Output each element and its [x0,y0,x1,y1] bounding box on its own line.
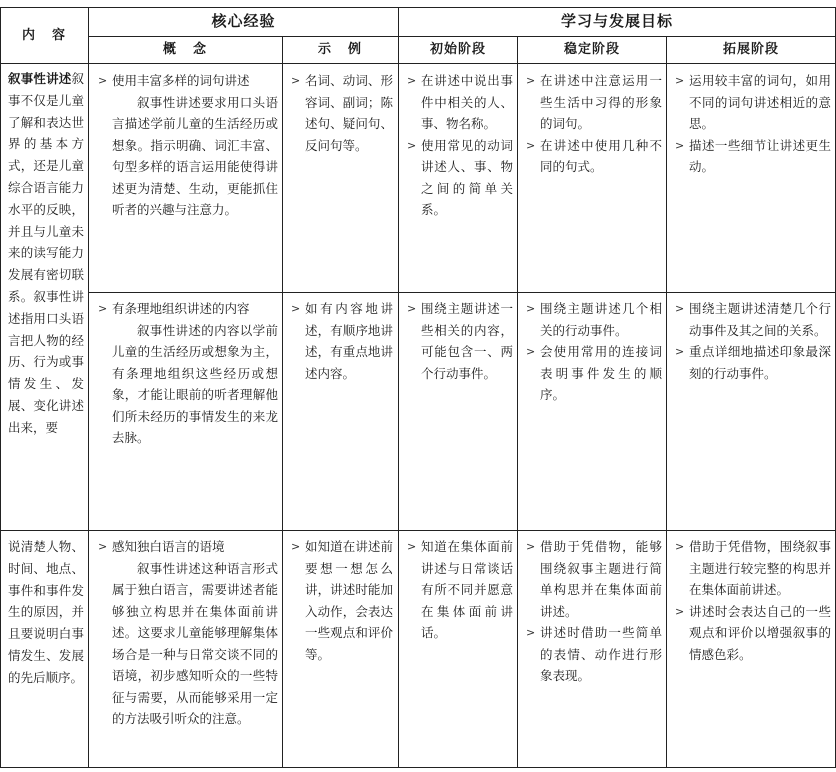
list-item [405,298,513,384]
sidebar-text-2: 说清楚人物、时间、地点、事件和事件发生的原因，并且要说明白事情发生、发展的先后顺序。 [8,539,84,685]
bullet-icon: > [526,302,536,315]
bullet-icon: > [675,604,685,618]
rule-row-1 [88,292,836,293]
goal-text: 围绕主题讲述清楚几个行动事件及其之间的关系。 [689,301,831,338]
bullet-icon: > [526,540,536,553]
sidebar-text-1: 叙事不仅是儿童了解和表达世界的基本方式，还是儿童综合语言能力水平的反映，并且与儿童未来的读写能力发展有密切联系。叙事性讲述指用口头语言把人物的经历、行为或事情发生、发展、变化讲述出来，要 [8,71,84,435]
concept-title: 使用丰富多样的词句讲述 [112,73,250,88]
concept-title: 有条理地组织讲述的内容 [112,301,250,316]
concept-title: 感知独白语言的语境 [112,539,225,554]
bullet-icon: > [526,345,536,358]
list-item [673,70,831,135]
row3-concept [96,536,278,730]
header-core-experience: 核心经验 [211,12,276,31]
rule-header-bottom [0,63,836,64]
bullet-icon: > [407,138,417,152]
list-item [405,536,513,644]
list-item [405,135,513,221]
list-item [289,536,393,665]
header-content: 内 容 [21,27,67,43]
goal-text: 在讲述中说出事件中相关的人、事、物名称。 [421,73,513,131]
goal-text: 讲述时借助一些简单的表情、动作进行形象表现。 [540,625,662,683]
list-item [405,70,513,135]
goal-text: 借助于凭借物，围绕叙事主题进行较完整的构思并在集体面前讲述。 [689,539,831,597]
bullet-icon: > [407,302,417,315]
example-text: 如有内容地讲述，有顺序地讲述，有重点地讲述内容。 [305,301,393,381]
list-item [96,70,278,221]
goal-text: 围绕主题讲述一些相关的内容，可能包含一、两个行动事件。 [421,301,513,381]
bullet-icon: > [98,74,108,87]
header-learning-goals: 学习与发展目标 [560,12,673,31]
row3-expand [673,536,831,665]
list-item [524,135,662,178]
rule-row-2 [0,530,836,531]
row3-initial [405,536,513,644]
list-item [673,341,831,384]
row3-example [289,536,393,665]
list-item [524,298,662,341]
list-item [673,601,831,666]
row1-example [289,70,393,156]
row1-expand [673,70,831,178]
bullet-icon: > [675,540,685,553]
goal-text: 使用常见的动词讲述人、事、物之间的简单关系。 [421,137,513,217]
goal-text: 重点详细地描述印象最深刻的行动事件。 [689,344,831,381]
list-item [524,341,662,406]
list-item [524,70,662,135]
header-example: 示 例 [317,42,363,58]
row2-concept [96,298,278,449]
list-item [524,622,662,687]
row2-initial [405,298,513,384]
bullet-icon: > [291,540,301,553]
bullet-icon: > [407,540,417,553]
bullet-icon: > [526,74,536,87]
row1-stable [524,70,662,178]
goal-text: 在讲述中注意运用一些生活中习得的形象的词句。 [540,73,662,131]
row2-expand [673,298,831,384]
rule-col-3 [398,7,399,768]
list-item [289,70,393,156]
list-item [96,298,278,449]
rule-col-2 [282,36,283,768]
concept-desc: 叙事性讲述要求用口头语言描述学前儿童的生活经历或想象。指示明确、词汇丰富、句型多样的语言运用能使得讲述更为清楚、生动，更能抓住听者的兴趣与注意力。 [112,94,278,217]
list-item [673,536,831,601]
bullet-icon: > [407,74,417,87]
rule-col-5 [666,36,667,768]
row2-example [289,298,393,384]
row1-concept [96,70,278,221]
goal-text: 讲述时会表达自己的一些观点和评价以增强叙事的情感色彩。 [689,603,831,662]
concept-desc: 叙事性讲述的内容以学前儿童的生活经历或想象为主，有条理地组织这些经历或想象，才能让眼前的听者理解他们所未经历的事情发生的来龙去脉。 [112,322,278,445]
goal-text: 描述一些细节让讲述更生动。 [689,137,831,174]
bullet-icon: > [291,74,301,87]
goal-text: 知道在集体面前讲述与日常谈话有所不同并愿意在集体面前讲话。 [421,539,513,640]
row3-stable [524,536,662,687]
rule-col-1 [88,7,89,768]
sidebar-title: 叙事性讲述 [8,71,72,86]
rule-bottom [0,767,836,768]
bullet-icon: > [526,138,536,152]
bullet-icon: > [98,540,108,553]
row1-initial [405,70,513,221]
example-text: 如知道在讲述前要想一想怎么讲，讲述时能加入动作，会表达一些观点和评价等。 [305,539,393,662]
header-initial-stage: 初始阶段 [429,42,486,58]
sidebar-upper [1,68,88,528]
list-item [673,135,831,178]
goal-text: 借助于凭借物，能够围绕叙事主题进行简单构思并在集体面前讲述。 [540,539,662,619]
row2-stable [524,298,662,406]
list-item [96,536,278,730]
goal-text: 会使用常用的连接词表明事件发生的顺序。 [540,344,662,402]
header-concept: 概 念 [162,42,208,58]
bullet-icon: > [675,138,685,152]
bullet-icon: > [526,626,536,639]
goal-text: 运用较丰富的词句，如用不同的词句讲述相近的意思。 [689,73,831,131]
bullet-icon: > [291,302,301,315]
goal-text: 在讲述中使用几种不同的句式。 [540,137,662,174]
bullet-icon: > [98,302,108,315]
bullet-icon: > [675,345,685,358]
bullet-icon: > [675,302,685,315]
header-stable-stage: 稳定阶段 [563,42,620,58]
example-text: 名词、动词、形容词、副词；陈述句、疑问句、反问句等。 [305,73,393,153]
goal-text: 围绕主题讲述几个相关的行动事件。 [540,301,662,338]
list-item [289,298,393,384]
concept-desc: 叙事性讲述这种语言形式属于独白语言，需要讲述者能够独立构思并在集体面前讲述。这要求儿童能够理解集体场合是一种与日常交谈不同的语境，初步感知听众的一些特征与需要，从而能够采用一定的方法吸引听众的注意。 [112,560,278,726]
bullet-icon: > [675,74,685,87]
rule-col-4 [517,36,518,768]
list-item [673,298,831,341]
list-item [524,536,662,622]
header-expand-stage: 拓展阶段 [722,42,779,58]
sidebar-lower [1,536,88,766]
